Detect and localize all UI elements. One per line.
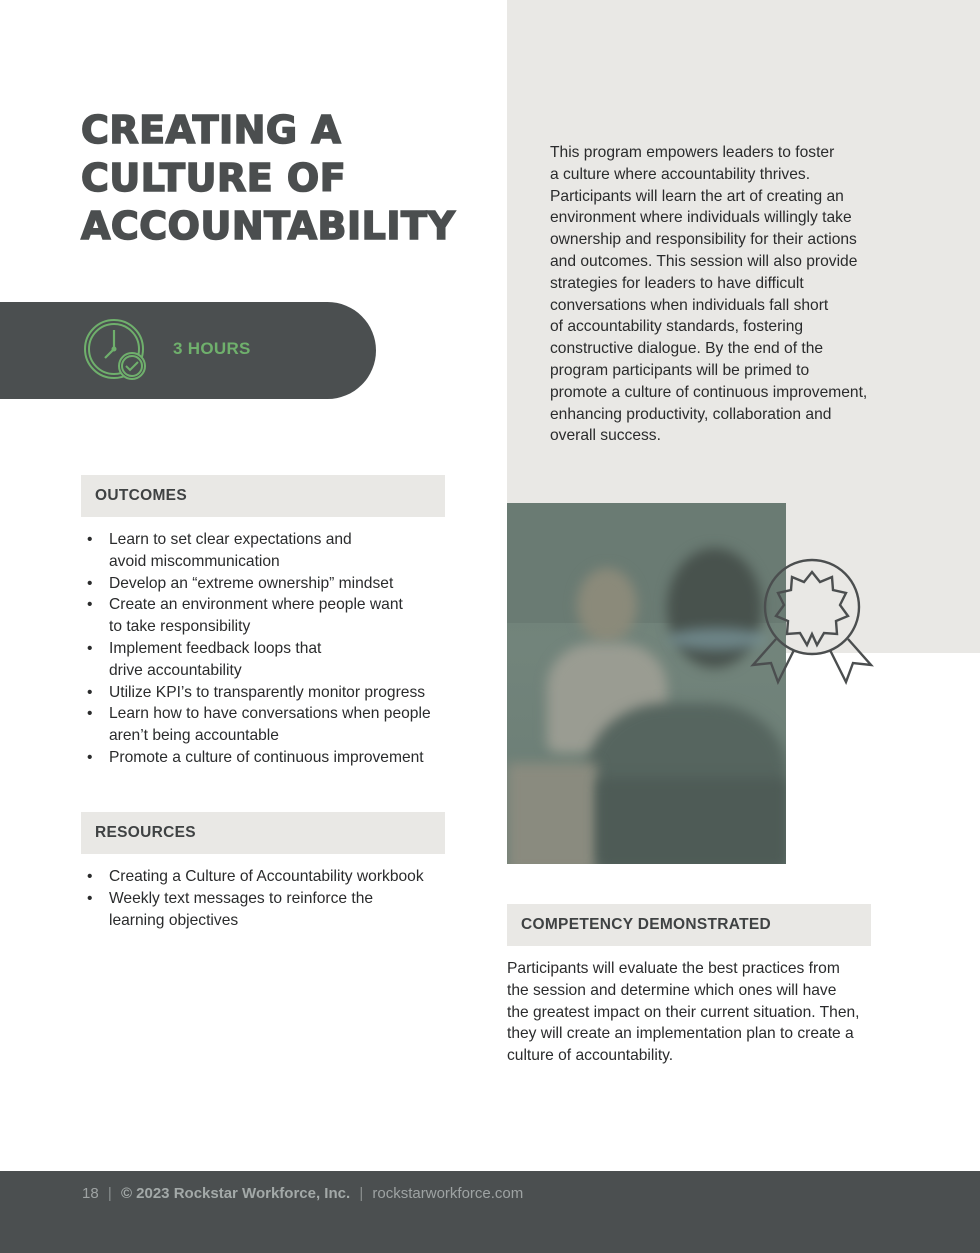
competency-line: culture of accountability. [507,1047,674,1065]
list-item-text: to take responsibility [109,618,251,636]
outcomes-header: OUTCOMES [81,475,445,517]
list-item-text: aren’t being accountable [109,727,279,745]
page-footer [0,1171,980,1253]
list-item [81,529,451,573]
page-number: 18 [82,1185,99,1202]
competency-line: they will create an implementation plan to create a [507,1025,854,1043]
list-item [81,747,451,769]
description-line: promote a culture of continuous improvement, [550,383,868,401]
description-line: conversations when individuals fall short [550,296,829,314]
title-line: CULTURE OF [81,156,347,200]
description-line: and outcomes. This session will also provide [550,252,858,270]
title-line: CREATING A [81,108,342,152]
list-item-text: • Learn to set clear expectations and [109,531,352,548]
competency-description [507,958,877,1067]
description-line: overall success. [550,427,661,445]
description-line: environment where individuals willingly take [550,209,852,227]
program-description [550,142,870,447]
list-item [81,682,451,704]
resources-header: RESOURCES [81,812,445,854]
list-item-text: • Implement feedback loops that [109,639,322,657]
list-item-text: • Create an environment where people want [109,596,403,614]
award-ribbon-icon [750,555,875,685]
outcomes-list [81,529,451,769]
competency-line: the greatest impact on their current situation. Then, [507,1003,860,1021]
resources-list [81,866,451,931]
list-item-text: • Utilize KPI’s to transparently monitor progress [109,683,426,701]
description-line: program participants will be primed to [550,361,810,379]
footer-text [82,1185,523,1202]
two-people-conversation-photo [507,503,786,864]
clock-check-icon [83,318,149,384]
description-line: ownership and responsibility for their actions [550,231,857,249]
list-item [81,573,451,595]
list-item [81,638,451,682]
list-item [81,866,451,888]
description-line: of accountability standards, fostering [550,318,804,336]
list-item-text: • Develop an “extreme ownership” mindset [109,574,394,592]
description-line: Participants will learn the art of creating an [550,187,844,205]
duration-label: 3 HOURS [173,339,251,358]
description-line: enhancing productivity, collaboration and [550,405,832,423]
title-line: ACCOUNTABILITY [81,204,456,248]
copyright-text: © 2023 Rockstar Workforce, Inc. [120,1185,351,1202]
list-item-text: drive accountability [109,661,242,679]
footer-separator: | [107,1185,112,1202]
page-title [81,106,481,250]
list-item-text: • Weekly text messages to reinforce the [109,889,374,907]
list-item [81,888,451,932]
competency-line: Participants will evaluate the best practices from [507,960,840,977]
competency-line: the session and determine which ones will have [507,981,837,999]
list-item [81,703,451,747]
list-item-text: avoid miscommunication [109,552,280,570]
list-item-text: • Creating a Culture of Accountability workbook [109,868,424,885]
footer-separator: | [359,1185,364,1202]
list-item-text: learning objectives [109,911,239,929]
list-item-text: • Learn how to have conversations when people [109,705,431,723]
description-line: a culture where accountability thrives. [550,165,811,183]
description-line: This program empowers leaders to foster [550,144,835,161]
list-item [81,594,451,638]
description-line: constructive dialogue. By the end of the [550,340,824,358]
description-line: strategies for leaders to have difficult [550,274,804,292]
competency-header: COMPETENCY DEMONSTRATED [507,904,871,946]
website-link[interactable]: rockstarworkforce.com [372,1185,524,1202]
list-item-text: • Promote a culture of continuous improvement [109,748,424,766]
